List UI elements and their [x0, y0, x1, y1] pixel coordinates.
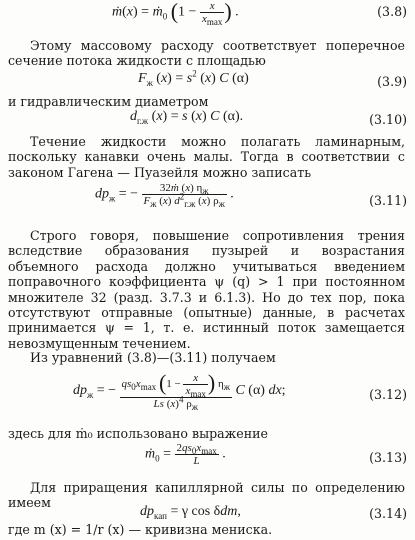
paragraph-7: Для приращения капиллярной силы по определению имеем — [8, 480, 405, 511]
equation-number-3-11: (3.11) — [369, 193, 407, 208]
equation-number-3-13: (3.13) — [369, 450, 407, 465]
equation-3-10 — [0, 106, 415, 136]
paragraph-3: Течение жидкости можно полагать ламинарным, поскольку канавки очень малы. Тогда в соответствии с законом Гагена — Пуазейля можно записать — [8, 134, 405, 180]
equation-3-12 — [0, 364, 415, 420]
equation-number-3-14: (3.14) — [369, 506, 407, 521]
equation-number-3-10: (3.10) — [369, 112, 407, 127]
paragraph-5: Из уравнений (3.8)—(3.11) получаем — [30, 350, 276, 365]
equation-3-11-body: $dp_ж$ = − $\frac{32ṁ (x) \eta_ж}{F_ж (x) d^2_{г.ж} (x) \rho_ж}$ . — [95, 182, 234, 210]
equation-3-9-body: $F_ж$ $(x) = s^2$ (x) C (α) — [138, 68, 249, 88]
equation-3-14-body: $dp_{кап} = \gamma$ cos δdm, — [140, 504, 241, 521]
equation-3-13-body: ṁ$_0$ = $\frac{2qs_0x_{max}}{L}$ . — [145, 442, 226, 467]
paragraph-2: и гидравлическим диаметром — [8, 94, 209, 109]
paragraph-6: здесь для ṁ₀ использовано выражение — [8, 426, 268, 441]
equation-3-8 — [0, 0, 415, 30]
equation-3-11 — [0, 180, 415, 220]
paragraph-1: Этому массовому расходу соответствует поперечное сечение потока жидкости с площадью — [8, 38, 405, 69]
paragraph-4: Строго говоря, повышение сопротивления трения вследствие образования пузырей и возрастания объемного расхода должно учитываться введением поправочного коэффициента ψ (q) > 1 при постоянном множителе 32 (разд. 3.7.3 и 6.1.3). Но до тех пор, пока отсутствуют отправные (опытные) данные, в расчетах принимается ψ = 1, т. е. истинный поток замещается невозмущенным течением. — [8, 228, 405, 351]
equation-3-14 — [0, 504, 415, 524]
equation-3-8-body: ṁ(x) = ṁ$_0$ (1 − $\frac{x}{x_{max}}$ ) . — [112, 0, 239, 28]
equation-3-13 — [0, 440, 415, 476]
equation-number-3-8: (3.8) — [377, 4, 407, 19]
equation-3-12-body: $dp_ж$ = − $qs_0x_{max}$ (1 − $\frac{x}{x_{max}}$ ) $\eta_ж$ Ls $(x)^4$ $\rho_ж$ C (α) dx; — [73, 370, 286, 413]
equation-3-10-body: $d_{г.ж}$ (x) = s (x) C (α). — [130, 109, 244, 126]
paragraph-8: где m (x) = 1/r (x) — кривизна мениска. — [8, 522, 273, 537]
equation-number-3-12: (3.12) — [369, 387, 407, 402]
equation-number-3-9: (3.9) — [377, 74, 407, 89]
